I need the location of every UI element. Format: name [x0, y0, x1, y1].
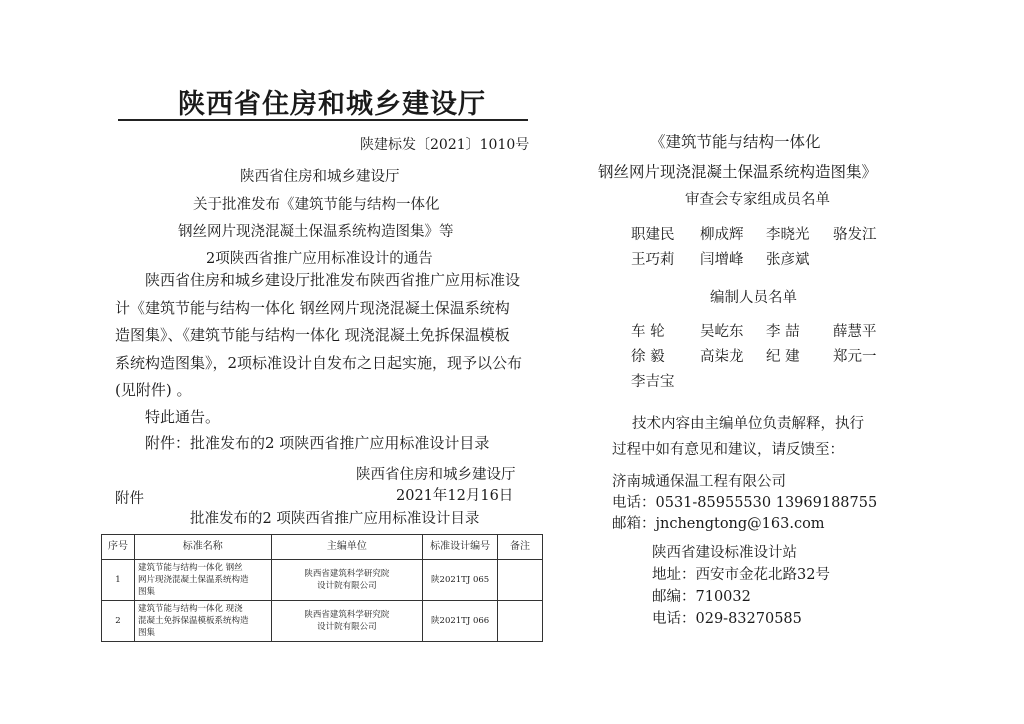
editor-name: 徐 毅: [631, 349, 665, 365]
standard-code: 陕2021TJ 066: [423, 601, 498, 642]
reviewer-name: 柳成辉: [700, 227, 744, 243]
notice-title-line: 关于批准发布《建筑节能与结构一体化: [193, 197, 440, 213]
standard-name-line: 图集: [137, 628, 155, 638]
row-number: 2: [102, 601, 135, 642]
standard-name-line: 建筑节能与结构一体化 钢丝: [137, 563, 243, 573]
company-email: 邮箱：jnchengtong@163.com: [612, 516, 825, 532]
notice-title-line: 陕西省住房和城乡建设厅: [240, 169, 400, 185]
standards-table: [101, 534, 543, 642]
column-header: 标准设计编号: [423, 535, 498, 560]
attachment-note: 附件：批准发布的2 项陕西省推广应用标准设计目录: [145, 434, 490, 452]
column-header: 标准名称: [134, 535, 271, 560]
notice-title-line: 2项陕西省推广应用标准设计的通告: [206, 251, 433, 267]
tech-note-line: 过程中如有意见和建议，请反馈至：: [612, 442, 844, 458]
station-postcode: 邮编：710032: [652, 589, 751, 605]
document-number: 陕建标发〔2021〕1010号: [360, 137, 530, 153]
reviewer-name: 闫增峰: [700, 252, 744, 268]
table-header-row: [102, 535, 543, 560]
table-title: 批准发布的2 项陕西省推广应用标准设计目录: [190, 511, 480, 527]
standard-name: [134, 560, 271, 601]
body-line: (见附件) 。: [115, 381, 192, 399]
signature-org: 陕西省住房和城乡建设厅: [356, 467, 516, 483]
review-heading: 审查会专家组成员名单: [685, 192, 830, 208]
editor-unit-line: 设计院有限公司: [317, 622, 377, 632]
table-row: [102, 560, 543, 601]
body-line: 系统构造图集》，2项标准设计自发布之日起实施，现予以公布: [115, 354, 523, 372]
editor-name: 车 轮: [631, 324, 665, 340]
page-title: 陕西省住房和城乡建设厅: [178, 89, 486, 120]
editor-name: 李 喆: [766, 324, 800, 340]
column-header: 备注: [498, 535, 543, 560]
row-number: 1: [102, 560, 135, 601]
editor-name: 郑元一: [833, 349, 877, 365]
editor-name: 高柒龙: [700, 349, 744, 365]
reviewer-name: 张彦斌: [766, 252, 810, 268]
standard-name: [134, 601, 271, 642]
standard-note: [498, 560, 543, 601]
table-row: [102, 601, 543, 642]
column-header: 序号: [102, 535, 135, 560]
notice-title-line: 钢丝网片现浇混凝土保温系统构造图集》等: [178, 224, 454, 240]
title-rule: [118, 119, 528, 121]
editor-unit-line: 陕西省建筑科学研究院: [304, 569, 390, 579]
tech-note-line: 技术内容由主编单位负责解释，执行: [632, 416, 864, 432]
editors-heading: 编制人员名单: [710, 290, 797, 306]
reviewer-name: 职建民: [631, 227, 675, 243]
body-line: 陕西省住房和城乡建设厅批准发布陕西省推广应用标准设: [145, 271, 521, 289]
standard-code: 陕2021TJ 065: [423, 560, 498, 601]
company-name: 济南城通保温工程有限公司: [612, 474, 786, 490]
atlas-title-line: 钢丝网片现浇混凝土保温系统构造图集》: [598, 163, 878, 181]
reviewer-name: 王巧莉: [631, 252, 675, 268]
body-line: 造图集》、《建筑节能与结构一体化 现浇混凝土免拆保温模板: [115, 326, 510, 344]
company-phone: 电话：0531-85955530 13969188755: [612, 495, 878, 511]
editor-name: 李吉宝: [631, 374, 675, 390]
body-line: 计《建筑节能与结构一体化 钢丝网片现浇混凝土保温系统构: [115, 299, 510, 317]
station-address: 地址：西安市金花北路32号: [652, 567, 830, 583]
station-phone: 电话：029-83270585: [652, 611, 802, 627]
reviewer-name: 骆发江: [833, 227, 877, 243]
standard-name-line: 混凝土免拆保温模板系统构造: [137, 616, 249, 626]
signature-date: 2021年12月16日: [396, 488, 514, 504]
atlas-title-line: 《建筑节能与结构一体化: [650, 133, 821, 151]
editor-name: 纪 建: [766, 349, 800, 365]
reviewer-name: 李晓光: [766, 227, 810, 243]
editor-unit: [271, 601, 423, 642]
special-notice: 特此通告。: [145, 408, 221, 426]
editor-name: 吴屹东: [700, 324, 744, 340]
editor-name: 薛慧平: [833, 324, 877, 340]
attachment-label: 附件: [115, 491, 144, 507]
editor-unit-line: 设计院有限公司: [317, 581, 377, 591]
station-name: 陕西省建设标准设计站: [652, 545, 797, 561]
standard-name-line: 网片现浇混凝土保温系统构造: [137, 575, 249, 585]
standard-name-line: 建筑节能与结构一体化 现浇: [137, 604, 243, 614]
standard-name-line: 图集: [137, 587, 155, 597]
editor-unit-line: 陕西省建筑科学研究院: [304, 610, 390, 620]
standard-note: [498, 601, 543, 642]
column-header: 主编单位: [271, 535, 423, 560]
editor-unit: [271, 560, 423, 601]
